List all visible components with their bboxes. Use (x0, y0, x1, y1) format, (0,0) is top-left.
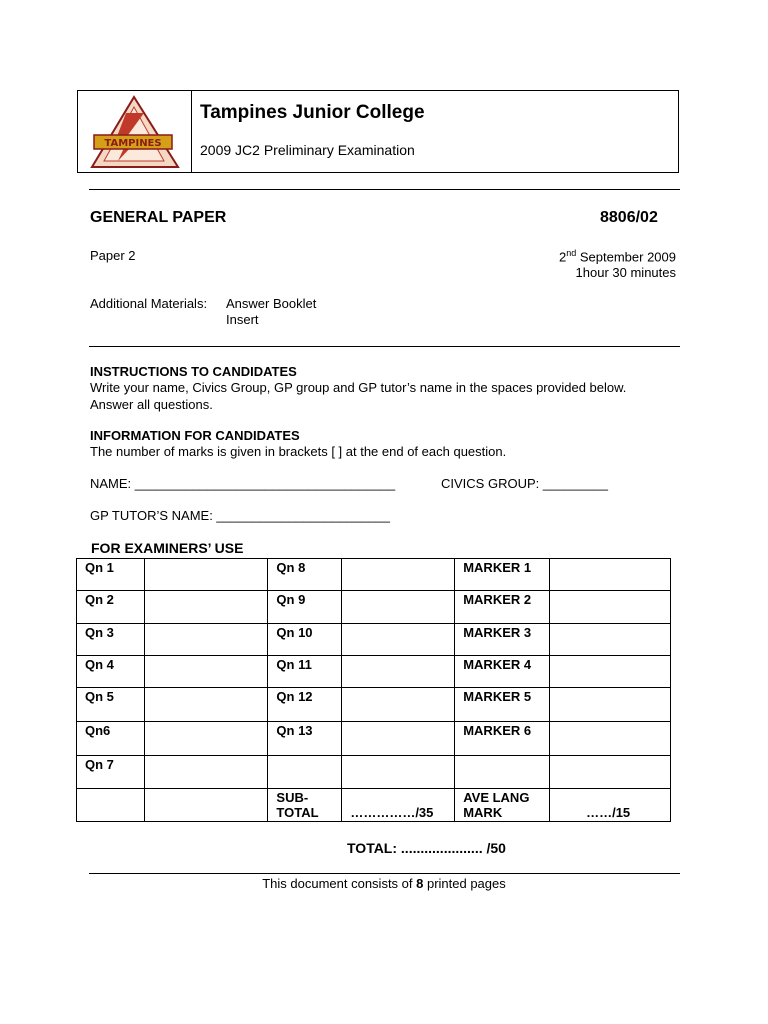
score-cell[interactable] (342, 624, 455, 656)
information-line: The number of marks is given in brackets [ ] at the end of each question. (90, 444, 507, 459)
instructions-heading: INSTRUCTIONS TO CANDIDATES (90, 364, 297, 379)
divider (89, 873, 680, 874)
table-cell: Qn6 (77, 722, 145, 756)
table-cell: MARKER 3 (455, 624, 550, 656)
examiners-table (76, 558, 671, 822)
examiners-heading: FOR EXAMINERS’ USE (91, 540, 244, 556)
score-cell[interactable] (550, 624, 671, 656)
table-cell: Qn 2 (77, 591, 145, 624)
page-count-note: This document consists of 8 printed pages (262, 876, 506, 891)
instructions-line: Write your name, Civics Group, GP group and GP tutor’s name in the spaces provided below. (90, 380, 627, 395)
score-cell[interactable] (550, 688, 671, 722)
table-row (77, 591, 671, 624)
total-score[interactable]: TOTAL: ..................... /50 (347, 840, 506, 856)
table-row (77, 624, 671, 656)
divider (89, 189, 680, 190)
materials-label: Additional Materials: (90, 296, 208, 311)
civics-group-field[interactable]: CIVICS GROUP: _________ (441, 476, 608, 491)
table-cell: Qn 10 (268, 624, 342, 656)
score-cell[interactable] (144, 656, 268, 688)
divider (89, 346, 680, 347)
table-cell: Qn 7 (77, 756, 145, 789)
exam-name: 2009 JC2 Preliminary Examination (200, 142, 415, 158)
score-cell[interactable] (342, 559, 455, 591)
table-cell: Qn 8 (268, 559, 342, 591)
table-row (77, 722, 671, 756)
tutor-name-field[interactable]: GP TUTOR’S NAME: ________________________ (90, 508, 390, 523)
table-cell (77, 789, 145, 822)
duration: 1hour 30 minutes (575, 265, 676, 280)
score-cell[interactable] (144, 559, 268, 591)
score-cell[interactable] (550, 591, 671, 624)
table-row (77, 559, 671, 591)
table-cell: Qn 1 (77, 559, 145, 591)
material-item: Insert (226, 312, 259, 327)
table-cell: Qn 4 (77, 656, 145, 688)
score-cell[interactable] (550, 559, 671, 591)
table-row (77, 656, 671, 688)
table-row (77, 688, 671, 722)
ave-lang-value[interactable]: ……/15 (550, 789, 671, 822)
ave-lang-label: AVE LANG MARK (455, 789, 550, 822)
svg-text:TAMPINES: TAMPINES (104, 138, 162, 149)
exam-date: 2nd September 2009 (559, 248, 676, 265)
college-name: Tampines Junior College (200, 102, 425, 123)
table-cell: Qn 3 (77, 624, 145, 656)
college-logo (78, 91, 191, 172)
score-cell[interactable] (342, 591, 455, 624)
score-cell[interactable] (144, 624, 268, 656)
table-cell: Qn 13 (268, 722, 342, 756)
table-cell: Qn 9 (268, 591, 342, 624)
score-cell[interactable] (342, 722, 455, 756)
name-field[interactable]: NAME: ____________________________________ (90, 476, 396, 491)
score-cell[interactable] (144, 756, 268, 789)
table-cell: MARKER 4 (455, 656, 550, 688)
score-cell[interactable] (550, 756, 671, 789)
score-cell[interactable] (342, 756, 455, 789)
table-cell: Qn 11 (268, 656, 342, 688)
paper-code: 8806/02 (600, 209, 658, 226)
table-cell (455, 756, 550, 789)
score-cell[interactable] (550, 656, 671, 688)
score-cell[interactable] (144, 688, 268, 722)
material-item: Answer Booklet (226, 296, 317, 311)
score-cell[interactable] (342, 688, 455, 722)
table-row (77, 756, 671, 789)
table-cell: MARKER 6 (455, 722, 550, 756)
table-cell: MARKER 5 (455, 688, 550, 722)
paper-label: Paper 2 (90, 248, 136, 263)
table-cell (268, 756, 342, 789)
table-cell: MARKER 1 (455, 559, 550, 591)
table-cell: MARKER 2 (455, 591, 550, 624)
score-cell[interactable] (144, 722, 268, 756)
table-cell: Qn 12 (268, 688, 342, 722)
score-cell[interactable] (550, 722, 671, 756)
subtotal-label: SUB- TOTAL (268, 789, 342, 822)
instructions-line: Answer all questions. (90, 397, 213, 412)
table-cell: Qn 5 (77, 688, 145, 722)
logo-cell (78, 91, 192, 172)
score-cell[interactable] (144, 789, 268, 822)
information-heading: INFORMATION FOR CANDIDATES (90, 428, 300, 443)
paper-title: GENERAL PAPER (90, 209, 227, 226)
table-row (77, 789, 671, 822)
subtotal-value[interactable]: ……………/35 (342, 789, 455, 822)
score-cell[interactable] (342, 656, 455, 688)
score-cell[interactable] (144, 591, 268, 624)
